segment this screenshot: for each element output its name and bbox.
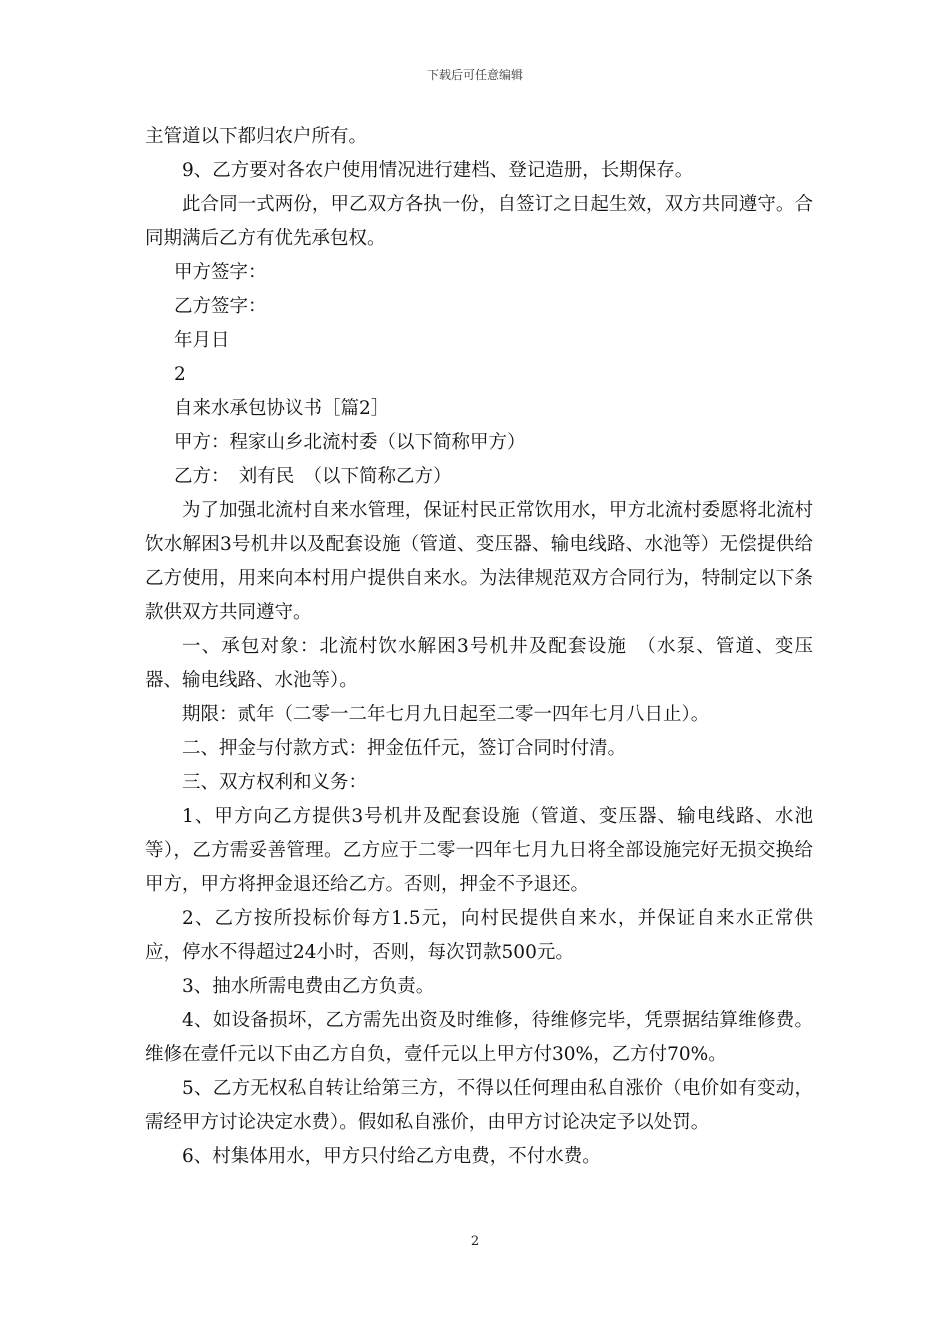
item-1: 1、甲方向乙方提供3号机井及配套设施（管道、变压器、输电线路、水池等），乙方需妥善管理。乙方应于二零一四年七月九日将全部设施完好无损交换给甲方，甲方将押金退还给乙方。否则，押金不予退还。 xyxy=(145,806,813,895)
item-3: 3、抽水所需电费由乙方负责。 xyxy=(182,976,435,997)
date-line: 年月日 xyxy=(174,330,230,351)
paragraph-3: 此合同一式两份，甲乙双方各执一份，自签订之日起生效，双方共同遵守。合同期满后乙方有优先承包权。 xyxy=(145,194,813,249)
party-a-line: 甲方：程家山乡北流村委（以下简称甲方） xyxy=(174,432,526,453)
paragraph-1: 主管道以下都归农户所有。 xyxy=(145,126,368,147)
page-number: 2 xyxy=(470,1234,480,1249)
item-5: 5、乙方无权私自转让给第三方，不得以任何理由私自涨价（电价如有变动，需经甲方讨论决定水费）。假如私自涨价，由甲方讨论决定予以处罚。 xyxy=(145,1078,813,1133)
clause-term: 期限：贰年（二零一二年七月九日起至二零一四年七月八日止）。 xyxy=(182,704,710,725)
paragraph-preamble: 为了加强北流村自来水管理，保证村民正常饮用水，甲方北流村委愿将北流村饮水解困3号机井以及配套设施（管道、变压器、输电线路、水池等）无偿提供给乙方使用，用来向本村用户提供自来水。为法律规范双方合同行为，特制定以下条款供双方共同遵守。 xyxy=(145,500,813,623)
clause-2-deposit: 二、押金与付款方式：押金伍仟元，签订合同时付清。 xyxy=(182,738,627,759)
item-6: 6、村集体用水，甲方只付给乙方电费，不付水费。 xyxy=(182,1146,601,1167)
document-body xyxy=(145,120,813,1174)
paragraph-2: 9、乙方要对各农户使用情况进行建档、登记造册，长期保存。 xyxy=(182,160,694,181)
clause-3-rights: 三、双方权利和义务： xyxy=(182,772,368,793)
agreement-title: 自来水承包协议书［篇2］ xyxy=(174,398,390,419)
party-b-signature: 乙方签字： xyxy=(174,296,267,317)
section-number: 2 xyxy=(174,364,186,385)
page-header: 下载后可任意编辑 xyxy=(426,68,523,82)
clause-1-object: 一、承包对象：北流村饮水解困3号机井及配套设施 （水泵、管道、变压器、输电线路、水池等）。 xyxy=(145,636,813,691)
party-a-signature: 甲方签字： xyxy=(174,262,267,283)
party-b-line: 乙方： 刘有民 （以下简称乙方） xyxy=(174,466,452,487)
item-4: 4、如设备损坏，乙方需先出资及时维修，待维修完毕，凭票据结算维修费。维修在壹仟元以下由乙方自负，壹仟元以上甲方付30%，乙方付70%。 xyxy=(145,1010,813,1065)
item-2: 2、乙方按所投标价每方1.5元，向村民提供自来水，并保证自来水正常供应，停水不得超过24小时，否则，每次罚款500元。 xyxy=(145,908,813,963)
